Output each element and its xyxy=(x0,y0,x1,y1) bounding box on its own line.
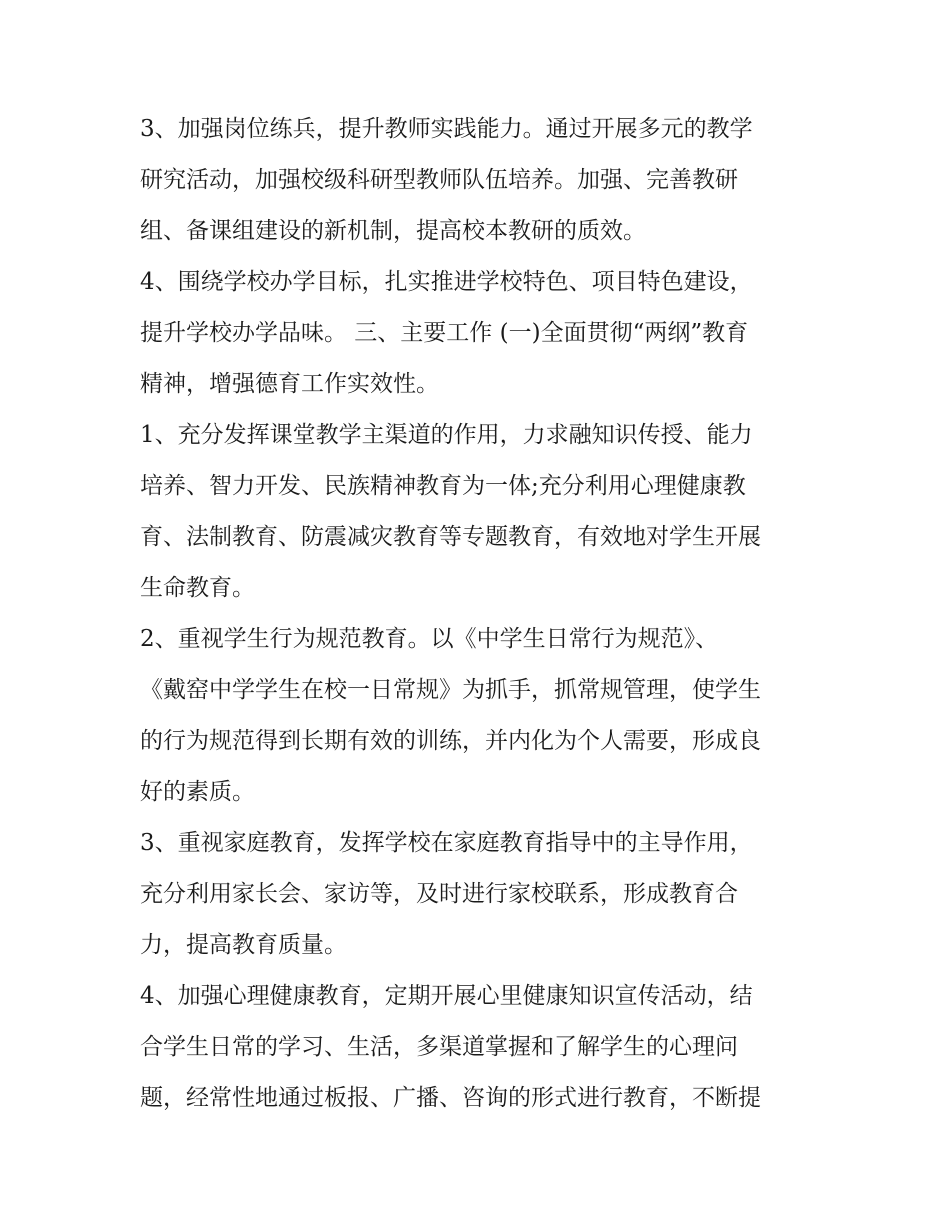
text-line: 力，提高教育质量。 xyxy=(140,932,347,958)
text-line: 题，经常性地通过板报、广播、咨询的形式进行教育，不断提 xyxy=(140,1085,761,1111)
text-line: 4、加强心理健康教育，定期开展心里健康知识宣传活动，结 xyxy=(140,983,753,1009)
text-line: 2、重视学生行为规范教育。以《中学生日常行为规范》、 xyxy=(140,626,719,652)
text-line: 好的素质。 xyxy=(140,779,255,805)
text-line: 4、围绕学校办学目标，扎实推进学校特色、项目特色建设， xyxy=(140,269,753,295)
text-line: 《戴窑中学学生在校一日常规》为抓手，抓常规管理，使学生 xyxy=(140,677,761,703)
text-line: 3、加强岗位练兵，提升教师实践能力。通过开展多元的教学 xyxy=(140,116,753,142)
text-line: 组、备课组建设的新机制，提高校本教研的质效。 xyxy=(140,218,646,244)
text-line: 生命教育。 xyxy=(140,575,255,601)
text-line: 1、充分发挥课堂教学主渠道的作用，力求融知识传授、能力 xyxy=(140,422,753,448)
text-line: 研究活动，加强校级科研型教师队伍培养。加强、完善教研 xyxy=(140,167,738,193)
text-line: 培养、智力开发、民族精神教育为一体;充分利用心理健康教 xyxy=(140,473,746,499)
text-line: 精神，增强德育工作实效性。 xyxy=(140,371,439,397)
text-line: 充分利用家长会、家访等，及时进行家校联系，形成教育合 xyxy=(140,881,738,907)
text-line: 合学生日常的学习、生活，多渠道掌握和了解学生的心理问 xyxy=(140,1034,738,1060)
document-body xyxy=(140,104,820,1124)
text-line: 育、法制教育、防震减灾教育等专题教育，有效地对学生开展 xyxy=(140,524,761,550)
text-line: 提升学校办学品味。 三、主要工作 (一)全面贯彻“两纲”教育 xyxy=(140,320,749,346)
text-line: 的行为规范得到长期有效的训练，并内化为个人需要，形成良 xyxy=(140,728,761,754)
text-line: 3、重视家庭教育，发挥学校在家庭教育指导中的主导作用， xyxy=(140,830,753,856)
